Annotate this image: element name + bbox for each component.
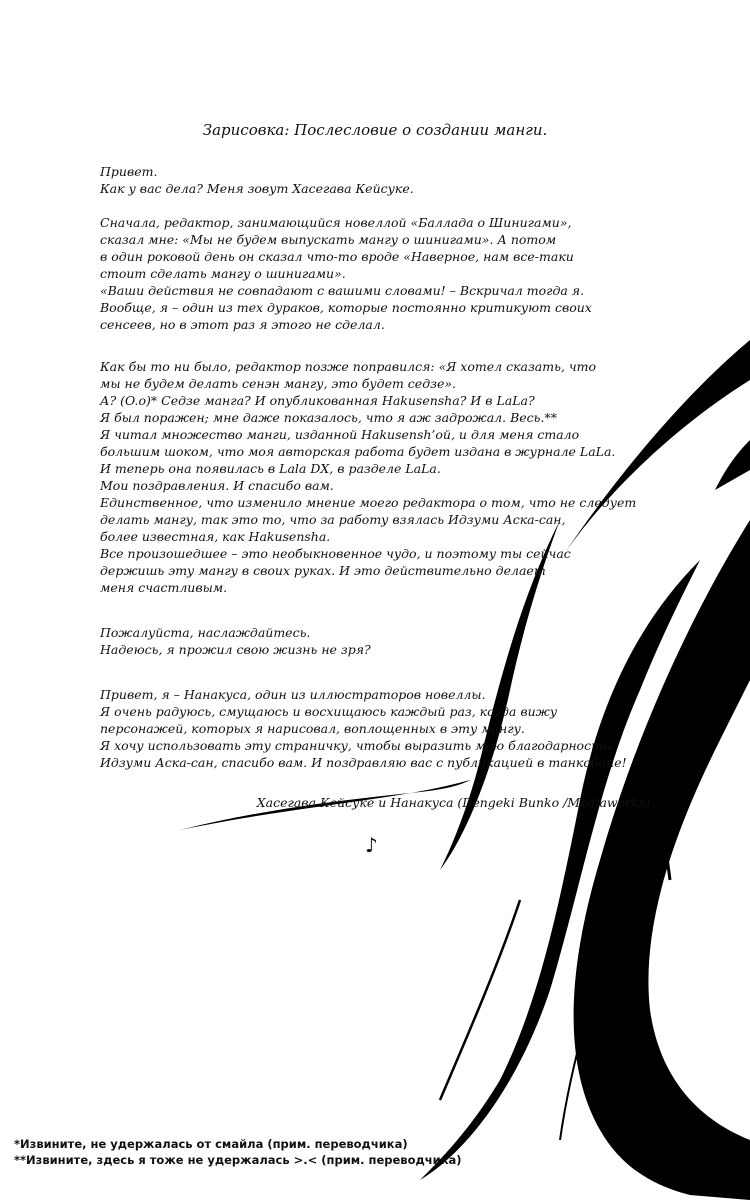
text-line: Как бы то ни было, редактор позже поправился: «Я хотел сказать, что <box>100 359 597 374</box>
text-line: Вообще, я – один из тех дураков, которые постоянно критикуют своих <box>100 300 592 315</box>
text-line: персонажей, которых я нарисовал, воплощенных в эту мангу. <box>100 721 525 736</box>
text-line: А? (O.o)* Седзе манга? И опубликованная Hakusensha? И в LaLa? <box>100 393 535 408</box>
text-line: Я читал множество манги, изданной Hakusensh’ой, и для меня стало <box>100 427 580 442</box>
text-line: «Ваши действия не совпадают с вашими словами! – Вскричал тогда я. <box>100 283 585 298</box>
text-line: Идзуми Аска-сан, спасибо вам. И поздравляю вас с публикацией в танкобоне! <box>100 755 627 770</box>
footnote: *Извините, не удержалась от смайла (прим. переводчика) <box>14 1137 408 1151</box>
text-line: сенсеев, но в этот раз я этого не сделал. <box>100 317 385 332</box>
text-line: в один роковой день он сказал что-то вроде «Наверное, нам все-таки <box>100 249 574 264</box>
text-line: мы не будем делать сенэн мангу, это будет седзе». <box>100 376 456 391</box>
text-line: сказал мне: «Мы не будем выпускать мангу о шинигами». А потом <box>100 232 557 247</box>
text-line: Единственное, что изменило мнение моего редактора о том, что не следует <box>100 495 637 510</box>
text-line: держишь эту мангу в своих руках. И это действительно делает <box>100 563 546 578</box>
text-line: Я очень радуюсь, смущаюсь и восхищаюсь каждый раз, когда вижу <box>100 704 558 719</box>
text-line: Привет. <box>100 164 158 179</box>
text-line: Я хочу использовать эту страничку, чтобы выразить мою благодарность. <box>100 738 614 753</box>
text-line: Сначала, редактор, занимающийся новеллой «Баллада о Шинигами», <box>100 215 572 230</box>
text-line: меня счастливым. <box>100 580 228 595</box>
text-line: Как у вас дела? Меня зовут Хасегава Кейсуке. <box>100 181 414 196</box>
text-line: Мои поздравления. И спасибо вам. <box>100 478 334 493</box>
text-line: Пожалуйста, наслаждайтесь. <box>100 625 311 640</box>
text-line: Привет, я – Нанакуса, один из иллюстраторов новеллы. <box>100 687 486 702</box>
shoujo-paragraph <box>100 358 700 596</box>
music-note-icon: ♪ <box>365 833 378 857</box>
text-line: Все произошедшее – это необыкновенное чудо, и поэтому ты сейчас <box>100 546 571 561</box>
text-line: И теперь она появилась в Lala DX, в разделе LaLa. <box>100 461 441 476</box>
footnote: **Извините, здесь я тоже не удержалась >.< (прим. переводчика) <box>14 1153 462 1167</box>
signature: Хасегава Кейсуке и Нанакуса (Dengeki Bunko /Mediaworks) <box>256 795 650 810</box>
translator-footnotes <box>14 1136 574 1168</box>
enjoy-paragraph <box>100 624 700 658</box>
greeting-paragraph <box>100 163 700 197</box>
text-line: стоит сделать мангу о шинигами». <box>100 266 346 281</box>
text-line: более известная, как Hakusensha. <box>100 529 331 544</box>
text-line: большим шоком, что моя авторская работа будет издана в журнале LaLa. <box>100 444 616 459</box>
text-line: Надеюсь, я прожил свою жизнь не зря? <box>100 642 371 657</box>
text-line: Я был поражен; мне даже показалось, что я аж задрожал. Весь.** <box>100 410 557 425</box>
editor-paragraph <box>100 214 700 333</box>
page-title: Зарисовка: Послесловие о создании манги. <box>202 121 548 139</box>
illustrator-paragraph <box>100 686 700 771</box>
text-line: делать мангу, так это то, что за работу взялась Идзуми Аска-сан, <box>100 512 566 527</box>
